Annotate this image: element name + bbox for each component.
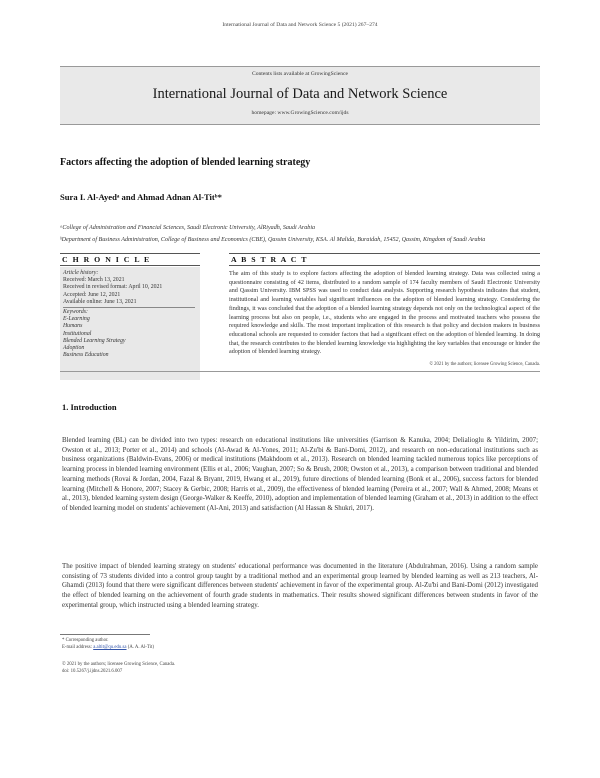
chronicle-heading: C H R O N I C L E <box>62 255 151 264</box>
keyword-item: Adoption <box>63 345 85 352</box>
email-label: E-mail address: <box>62 645 92 650</box>
chronicle-rule-bottom <box>60 265 200 266</box>
paper-title: Factors affecting the adoption of blended learning strategy <box>60 157 311 168</box>
article-info-box <box>60 267 200 380</box>
abstract-text: The aim of this study is to explore factors affecting the adoption of blended learning strategy. Data was collected using a questionnaire consisting of 42 items, distributed to a random sample of 174 faculty members of Saudi Electronic University and Qassim University. IBM SPSS was used to conduct data analysis. Supporting research hypothesis indicates that student, institutional and learning variables had significant influences on the adoption of blended learning strategy. Considering the findings, it was concluded that the adoption of a blended learning strategy depends not only on the technological aspect of the learning process but also on people, i.e., students who are engaged in the process and motivated teachers who possess the required knowledge and skills. The most important implication of this research is that policy and decision makers in business educational schools are requested to consider factors that had a significant effect on the adoption of blended learning. In doing that, the research contributes to the blended learning knowledge via highlighting the key variables that encourage or hinder the adoption of blended learning strategy. <box>229 271 540 356</box>
abstract-copyright: © 2021 by the authors; licensee Growing Science, Canada. <box>429 362 540 367</box>
abstract-rule-top <box>229 253 540 254</box>
running-head: International Journal of Data and Network Science 5 (2021) 267–274 <box>222 22 378 28</box>
received-date: Received: March 13, 2021 <box>63 277 125 284</box>
online-date: Available online: June 13, 2021 <box>63 298 137 305</box>
accepted-date: Accepted: June 12, 2021 <box>63 291 121 298</box>
abstract-heading: A B S T R A C T <box>231 255 308 264</box>
keywords-divider <box>63 307 195 308</box>
keyword-item: Business Education <box>63 352 109 359</box>
revised-date: Received in revised format: April 10, 2021 <box>63 284 163 291</box>
keyword-item: Humans <box>63 323 83 330</box>
corresponding-author-note: * Corresponding author. <box>62 638 109 643</box>
doi-line: doi: 10.5267/j.ijdns.2021.6.007 <box>62 669 123 674</box>
keywords-label: Keywords: <box>63 309 88 316</box>
email-suffix: (A. A. Al-Tit) <box>127 645 154 650</box>
abstract-bottom-rule <box>60 371 540 372</box>
keyword-item: E-Learning <box>63 316 90 323</box>
journal-title: International Journal of Data and Network Science <box>152 86 448 102</box>
introduction-paragraph-2: The positive impact of blended learning strategy on students' educational performance was documented in the literature (Abdulrahman, 2016). Using a random sample consisting of 73 students divided into a control group taught by a traditional method and an experimental group learned by blended learning as well as 213 teachers, Al-Ghamdi (2013) found that there were significant differences between students' achievement in favor of the experimental group. Al-Zu'bi and Bani-Domi (2012) investigated the effect of blended learning on the achievement of fourth grade students in mathematics. Their results showed significant differences between students in favor of the experimental group, which instructed using a blended learning strategy. <box>62 563 538 609</box>
chronicle-rule-top <box>60 253 200 254</box>
journal-homepage: homepage: www.GrowingScience.com/ijds <box>251 110 349 116</box>
paper-authors: Sura I. Al-Ayedᵃ and Ahmad Adnan Al-Titᵇ* <box>60 192 222 202</box>
affiliation-a: ᵃCollege of Administration and Financial Sciences, Saudi Electronic University, AlRiyadh, Saudi Arabia <box>60 225 316 231</box>
footnote-rule <box>60 634 150 635</box>
abstract-rule-bottom <box>229 265 540 266</box>
email-link[interactable]: a.altit@qu.edu.sa <box>93 645 127 650</box>
footer-copyright: © 2021 by the authors; licensee Growing Science, Canada. <box>62 662 176 667</box>
contents-line: Contents lists available at GrowingScience <box>251 71 348 77</box>
article-history-label: Article history: <box>63 270 99 276</box>
introduction-paragraph-1: Blended learning (BL) can be divided into two types: research on educational institutions like universities (Garrison & Kanuka, 2004; Delialioglu & Yildirim, 2007; Owston et al., 2013; Porter et al., 2014) and schools (Al-Awad & Al-Yones, 2011; Al-Zu'bi & Bani-Domi, 2012), and research on non-educational institutions such as business organizations (Baldwin-Evans, 2006) or medical institutions (Makhdoom et al., 2013). Research on blended learning tackled numerous topics like perceptions of learning process in blended learning environment (Ellis et al., 2006; Vaughan, 2007; So & Brush, 2008; Owston et al., 2013), a comparison between traditional and blended learning methods (Rovai & Jordan, 2004, Fazal & Bryant, 2019, Hwang et al., 2019), future directions of blended learning (Bonk et al., 2006), success factors for blended learning (Mitchell & Honore, 2007; Stacey & Gerbic, 2008; Harris et al., 2009), the effectiveness of blended learning (Pereira et al., 2007; Wall & Ahmed, 2008; Means et al., 2013), blended learning system design (George-Walker & Keeffe, 2010), adoption and implementation of blended learning (Graham et al., 2013) in addition to the effect of blended learning model on students' achievement (Al-Ani, 2013) and satisfaction (Al Hassan & Shukri, 2017). <box>62 437 538 512</box>
masthead-rule <box>60 124 540 125</box>
keyword-item: Institutional <box>63 330 92 337</box>
email-line <box>62 645 154 651</box>
introduction-heading: 1. Introduction <box>62 402 117 412</box>
keyword-item: Blended Learning Strategy <box>63 337 126 344</box>
affiliation-b: ᵇDepartment of Business Administration, College of Business and Economics (CBE), Qassim University, KSA. Al Malida, Buraidah, 15452, Qassim, Kingdom of Saudi Arabia <box>60 237 486 243</box>
